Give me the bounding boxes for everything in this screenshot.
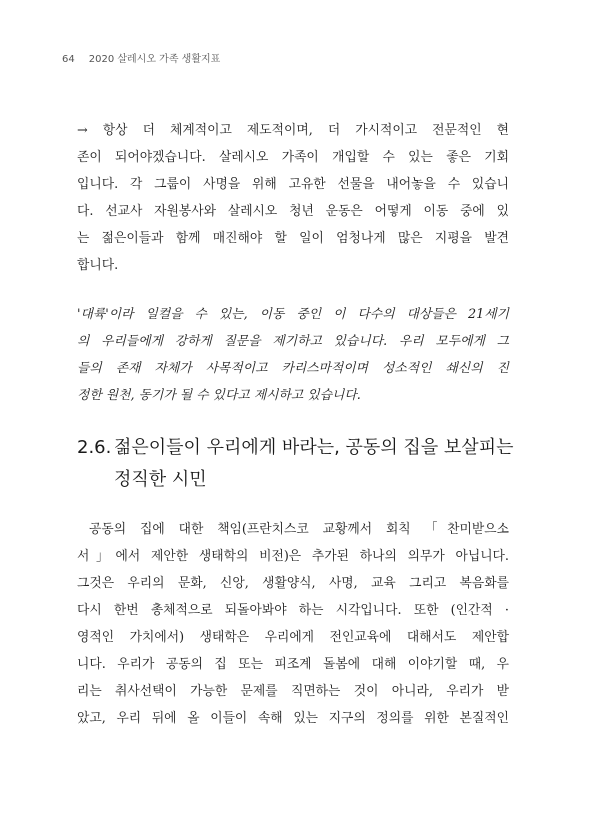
text-line: 리는 취사선택이 가능한 문제를 직면하는 것이 아니라, 우리가 받 (77, 684, 509, 699)
running-header (62, 50, 220, 65)
text-line: 입니다. 각 그룹이 사명을 위해 고유한 선물을 내어놓을 수 있습니 (77, 177, 509, 192)
section-title-line-1: 젊은이들이 우리에게 바라는, 공동의 집을 보살피는 (114, 437, 514, 458)
text-line: 는 젊은이들과 함께 매진해야 할 일이 엄청나게 많은 지평을 발견 (77, 231, 509, 246)
text-line: 영적인 가치에서) 생태학은 우리에게 전인교육에 대해서도 제안합 (77, 630, 509, 645)
paragraph-intro (77, 117, 509, 279)
text-line: 정한 원천, 동기가 될 수 있다고 제시하고 있습니다. (77, 388, 361, 403)
text-line: 의 우리들에게 강하게 질문을 제기하고 있습니다. 우리 모두에게 그 (77, 334, 509, 349)
text-line: '대륙'이라 일컬을 수 있는, 이동 중인 이 다수의 대상들은 21세기 (77, 307, 509, 322)
italic-quote-paragraph (77, 301, 509, 409)
body-paragraph (77, 516, 509, 732)
text-line: 았고, 우리 뒤에 올 이들이 속해 있는 지구의 정의를 위한 본질적인 (77, 711, 509, 726)
text-line: 다시 한번 총체적으로 되돌아봐야 하는 시각입니다. 또한 (인간적 · (77, 603, 509, 618)
text-line: 그것은 우리의 문화, 신앙, 생활양식, 사명, 교육 그리고 복음화를 (77, 576, 509, 591)
section-heading (77, 432, 517, 496)
running-title: 2020 살레시오 가족 생활지표 (88, 54, 221, 65)
text-line: 다. 선교사 자원봉사와 살레시오 청년 운동은 어떻게 이동 중에 있 (77, 204, 509, 219)
page-number: 64 (62, 54, 75, 65)
text-line: 존이 되어야겠습니다. 살레시오 가족이 개입할 수 있는 좋은 기회 (77, 150, 509, 165)
text-line: 들의 존재 자체가 사목적이고 카리스마적이며 성소적인 쇄신의 진 (77, 361, 509, 376)
text-line: → 항상 더 체계적이고 제도적이며, 더 가시적이고 전문적인 현 (77, 123, 509, 138)
text-line: 서」에서 제안한 생태학의 비전)은 추가된 하나의 의무가 아닙니다. (77, 549, 509, 564)
text-line: 합니다. (77, 258, 119, 273)
section-title-line-2: 정직한 시민 (114, 469, 207, 490)
section-number: 2.6. (77, 437, 112, 458)
text-line: 공동의 집에 대한 책임(프란치스코 교황께서 회칙 「찬미받으소 (89, 522, 509, 537)
text-line: 니다. 우리가 공동의 집 또는 피조계 돌봄에 대해 이야기할 때, 우 (77, 657, 509, 672)
